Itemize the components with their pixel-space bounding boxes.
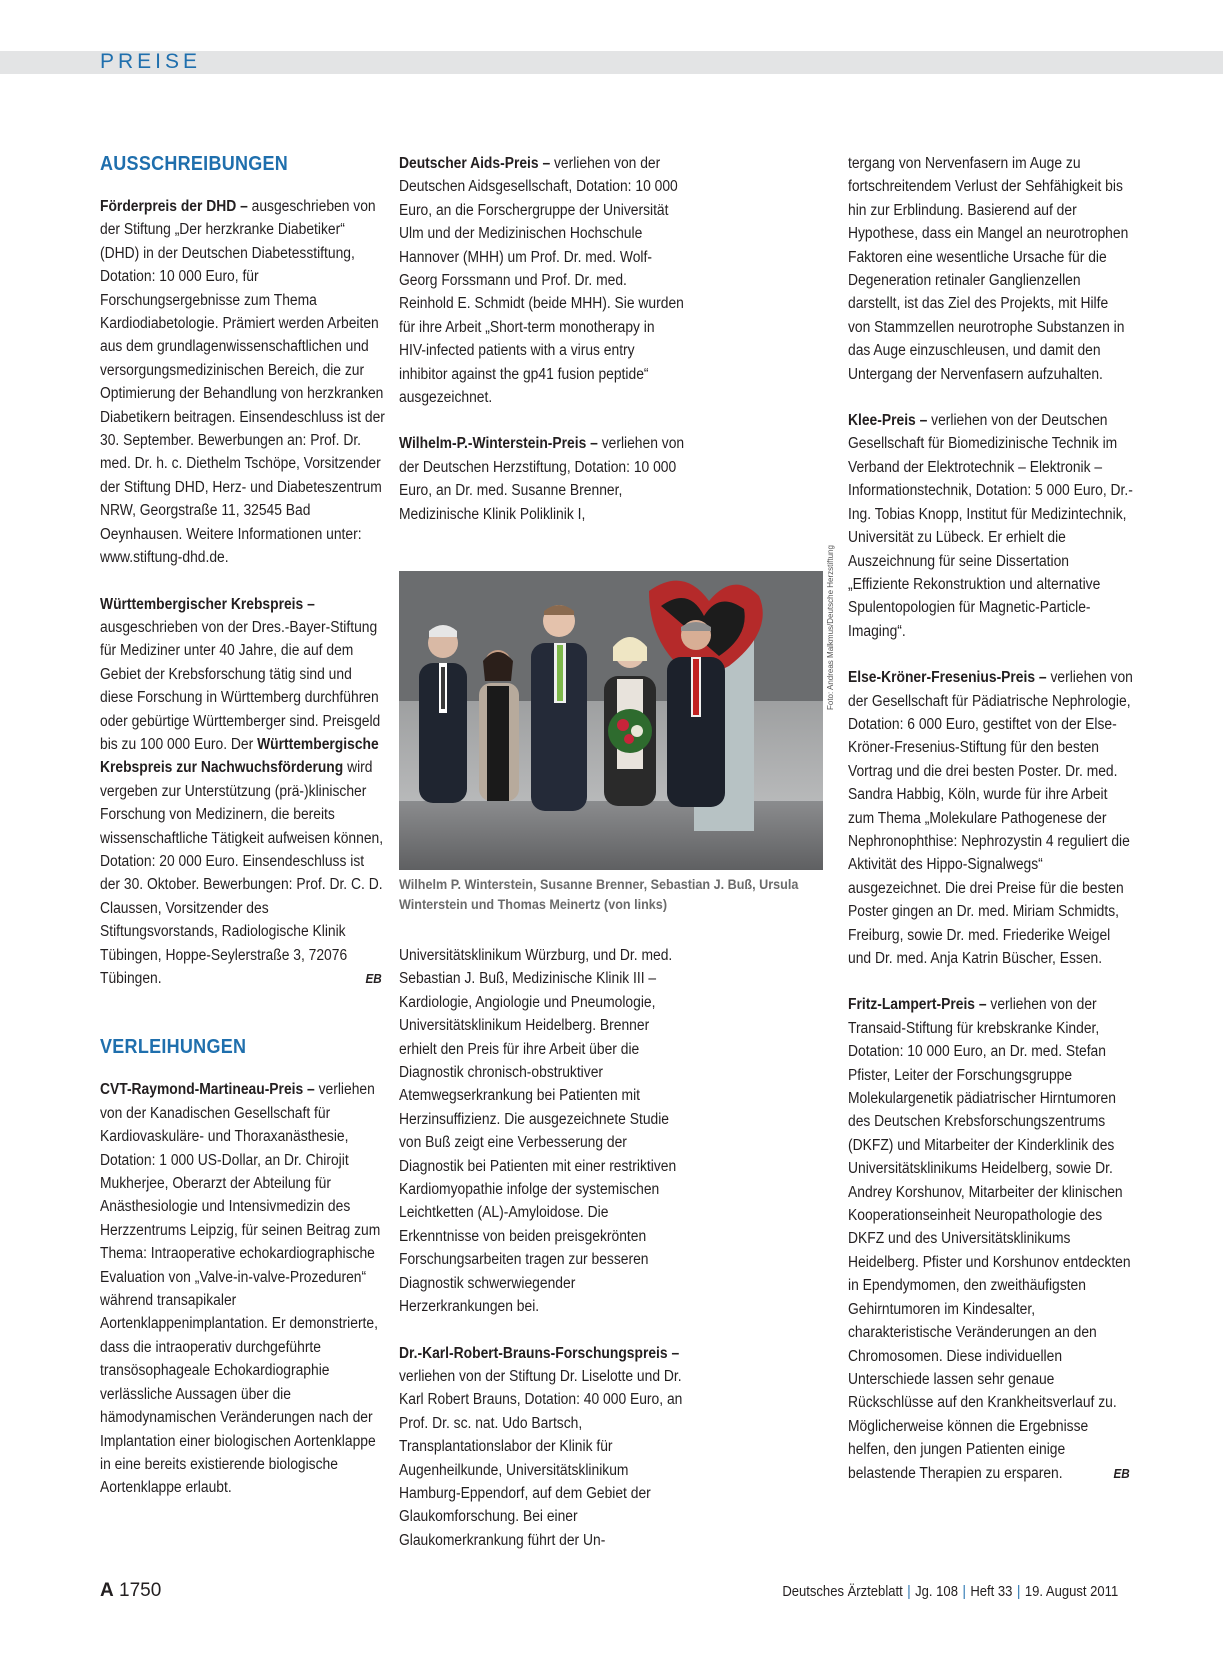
article-body: verliehen von der Transaid-Stiftung für krebskranke Kinder, Dotation: 10 000 Euro, an Dr. med. Stefan Pfister, Leiter der Forschungsgruppe Molekulargenetik pädiatrischer Hirntumoren des Deutschen Krebsforschungszentrums (DKFZ) und Mitarbeiter der Kinderklinik des Universitätsklinikums Heidelberg, sowie Dr. Andrey Korshunov, Mitarbeiter der klinischen Kooperationseinheit Neuropathologie des DKFZ und des Universitätsklinikums Heidelberg. Pfister und Korshunov entdeckten in Ependymomen, den zweithäufigsten Gehirntumoren im Kindesalter, charakteristische Veränderungen an den Chromosomen. Diese individuellen Unterschiede lassen sehr genaue Rückschlüsse auf den Krankheitsverlauf zu. Möglicherweise können die Ergebnisse helfen, den jungen Patienten einige belastende Therapien zu ersparen. xyxy=(848,996,1131,1482)
column-2-bottom xyxy=(399,944,684,1552)
article-subtitle: Württembergische Krebspreis zur Nachwuchsförderung xyxy=(100,735,379,777)
article-else-kroener-fresenius-preis xyxy=(848,666,1133,970)
article-deutscher-aids-preis xyxy=(399,152,684,409)
column-2-top xyxy=(399,152,684,526)
article-brauns-forschungspreis xyxy=(399,1342,684,1553)
journal-issue: Heft 33 xyxy=(970,1584,1013,1600)
article-title: Else-Kröner-Fresenius-Preis – xyxy=(848,669,1047,687)
heading-verleihungen: VERLEIHUNGEN xyxy=(100,1036,247,1059)
group-photo-illustration xyxy=(399,571,823,870)
journal-name: Deutsches Ärzteblatt xyxy=(782,1584,903,1600)
photo-credit: Foto: Andreas Malkmus/Deutsche Herzstiftung xyxy=(826,545,835,710)
article-foerderpreis-dhd xyxy=(100,195,385,570)
article-body: verliehen von der Deutschen Aidsgesellschaft, Dotation: 10 000 Euro, an die Forschergruppe der Universität Ulm und der Medizinischen Hochschule Hannover (MHH) um Prof. Dr. med. Wolf-Georg Forssmann und Prof. Dr. med. Reinhold E. Schmidt (beide MHH). Sie wurden für ihre Arbeit „Short-term monotherapy in HIV-infected patients with a virus entry inhibitor against the gp41 fusion peptide“ ausgezeichnet. xyxy=(399,155,684,407)
article-title: Klee-Preis – xyxy=(848,412,928,430)
journal-footer: Deutsches Ärzteblatt | Jg. 108 | Heft 33 | 19. August 2011 xyxy=(782,1584,1118,1600)
article-body: verliehen von der Gesellschaft für Pädiatrische Nephrologie, Dotation: 6 000 Euro, gestiftet von der Else-Kröner-Fresenius-Stiftung für den besten Vortrag und die drei besten Poster. Dr. med. Sandra Habbig, Köln, wurde für ihre Arbeit zum Thema „Molekulare Pathogenese der Nephronophthise: Nephrozystin 4 reguliert die Aktivität des Hippo-Signalwegs“ ausgezeichnet. Die drei Preise für die besten Poster gingen an Dr. med. Miriam Schmidts, Freiburg, sowie Dr. med. Friederike Weigel und Dr. med. Anja Katrin Büscher, Essen. xyxy=(848,669,1133,967)
article-title: Deutscher Aids-Preis – xyxy=(399,155,551,172)
article-title: Fritz-Lampert-Preis – xyxy=(848,996,987,1014)
article-wuerttembergischer-krebspreis xyxy=(100,593,385,991)
article-title: Dr.-Karl-Robert-Brauns-Forschungspreis – xyxy=(399,1344,680,1362)
article-cvt-raymond-martineau-preis xyxy=(100,1078,385,1499)
heading-ausschreibungen: AUSSCHREIBUNGEN xyxy=(100,153,289,175)
section-title: PREISE xyxy=(100,50,202,73)
article-body: ausgeschrieben von der Stiftung „Der herzkranke Diabetiker“ (DHD) in der Deutschen Diabetesstiftung, Dotation: 10 000 Euro, für Forschungsergebnisse zum Thema Kardiodiabetologie. Prämiert werden Arbeiten aus dem grundlagenwissenschaftlichen und versorgungsmedizinischen Bereich, die zur Optimierung der Behandlung von herzkranken Diabetikern beitragen. Einsendeschluss ist der 30. September. Bewerbungen an: Prof. Dr. med. Dr. h. c. Diethelm Tschöpe, Vorsitzender der Stiftung DHD, Herz- und Diabeteszentrum NRW, Georgstraße 11, 32545 Bad Oeynhausen. Weitere Informationen unter: www.stiftung-dhd.de. xyxy=(100,198,385,567)
journal-date: 19. August 2011 xyxy=(1024,1584,1118,1600)
article-title: CVT-Raymond-Martineau-Preis – xyxy=(100,1081,315,1099)
award-photo xyxy=(399,571,823,870)
journal-volume: Jg. 108 xyxy=(914,1584,958,1600)
article-title: Württembergischer Krebspreis – xyxy=(100,595,315,613)
article-title: Förderpreis der DHD – xyxy=(100,198,248,215)
article-body: wird vergeben zur Unterstützung (prä-)klinischer Forschung von Medizinern, die bereits wissenschaftliche Tätigkeit aufweisen können, Dotation: 20 000 Euro. Einsendeschluss ist der 30. Oktober. Bewerbungen: Prof. Dr. C. D. Claussen, Vorsitzender des Stiftungsvorstands, Radiologische Klinik Tübingen, Hoppe-Seylerstraße 3, 72076 Tübingen. xyxy=(100,759,384,987)
article-fritz-lampert-preis xyxy=(848,993,1133,1485)
article-winterstein-preis-continued: Universitätsklinikum Würzburg, und Dr. med. Sebastian J. Buß, Medizinische Klinik III – Kardiologie, Angiologie und Pneumologie, Universitätsklinikum Heidelberg. Brenner erhielt den Preis für ihre Arbeit über die Diagnostik chronisch-obstruktiver Atemwegserkrankung bei Patienten mit Herzinsuffizienz. Die ausgezeichnete Studie von Buß zeigt eine Verbesserung der Diagnostik bei Patienten mit einer restriktiven Kardiomyopathie infolge der systemischen Leichtketten (AL)-Amyloidose. Die Erkenntnisse von beiden preisgekrönten Forschungsarbeiten tragen zur besseren Diagnostik schwerwiegender Herzerkrankungen bei. xyxy=(399,947,677,1316)
page-number: A 1750 xyxy=(100,1580,162,1601)
article-klee-preis xyxy=(848,409,1133,643)
article-body: verliehen von der Deutschen Herzstiftung, Dotation: 10 000 Euro, an Dr. med. Susanne Brenner, Medizinische Klinik Poliklinik I, xyxy=(399,435,685,523)
photo-caption: Wilhelm P. Winterstein, Susanne Brenner, Sebastian J. Buß, Ursula Winterstein und Thomas Meinertz (von links) xyxy=(399,876,799,912)
article-body: verliehen von der Kanadischen Gesellschaft für Kardiovaskuläre- und Thoraxanästhesie, Dotation: 1 000 US-Dollar, an Dr. Chirojit Mukherjee, Oberarzt der Abteilung für Anästhesiologie und Intensivmedizin des Herzzentrums Leipzig, für seinen Beitrag zum Thema: Intraoperative echokardiographische Evaluation von „Valve-in-valve-Prozeduren“ während transapikaler Aortenklappenimplantation. Er demonstrierte, dass die intraoperativ durchgeführte transösophageale Echokardiographie verlässliche Aussagen über die hämodynamischen Veränderungen nach der Implantation einer biologischen Aortenklappe in eine bereits existierende biologische Aortenklappe erlaubt. xyxy=(100,1081,381,1497)
article-title: Wilhelm-P.-Winterstein-Preis – xyxy=(399,435,598,453)
article-brauns-forschungspreis-continued: tergang von Nervenfasern im Auge zu fortschreitendem Verlust der Sehfähigkeit bis hin zur Erblindung. Basierend auf der Hypothese, dass ein Mangel an neurotrophen Faktoren eine wesentliche Ursache für die Degeneration retinaler Ganglienzellen darstellt, ist das Ziel des Projekts, mit Hilfe von Stammzellen neurotrophe Substanzen in das Auge einzuschleusen, und damit den Untergang der Nervenfasern aufzuhalten. xyxy=(848,155,1129,383)
column-1 xyxy=(100,152,385,1500)
article-body: verliehen von der Stiftung Dr. Liselotte und Dr. Karl Robert Brauns, Dotation: 40 000 Euro, an Prof. Dr. sc. nat. Udo Bartsch, Transplantationslabor der Klinik für Augenheilkunde, Universitätsklinikum Hamburg-Eppendorf, auf dem Gebiet der Glaukomforschung. Bei einer Glaukomerkrankung führt der Un- xyxy=(399,1367,683,1549)
author-signature: EB xyxy=(365,971,382,986)
article-body: verliehen von der Deutschen Gesellschaft für Biomedizinische Technik im Verband der Elektrotechnik – Elektronik – Informationstechnik, Dotation: 5 000 Euro, Dr.-Ing. Tobias Knopp, Institut für Medizintechnik, Universität zu Lübeck. Er erhielt die Auszeichnung für seine Dissertation „Effiziente Rekonstruktion und alternative Spulentopologien für Magnetic-Particle-Imaging“. xyxy=(848,412,1133,640)
article-body: ausgeschrieben von der Dres.-Bayer-Stiftung für Mediziner unter 40 Jahre, die auf dem Gebiet der Krebsforschung tätig sind und diese Forschung in Württemberg durchführen oder gebürtige Württemberger sind. Preisgeld bis zu 100 000 Euro. Der xyxy=(100,618,381,753)
column-3 xyxy=(848,152,1133,1485)
author-signature: EB xyxy=(1113,1465,1130,1481)
article-winterstein-preis xyxy=(399,432,684,526)
